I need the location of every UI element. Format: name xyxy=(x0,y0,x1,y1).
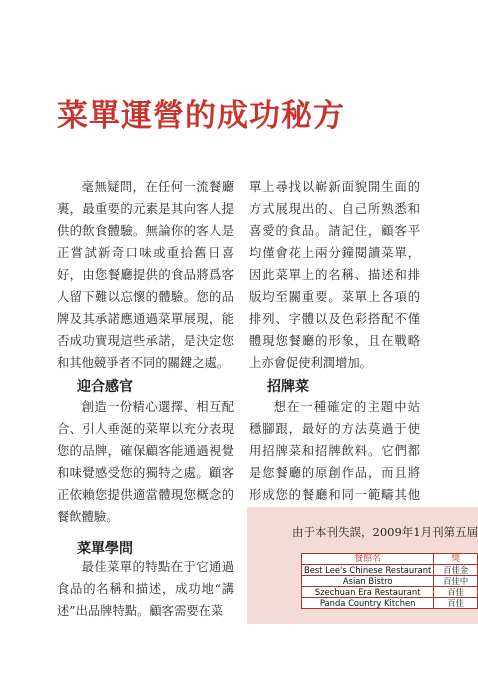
restaurant-name-cell: Panda Country Kitchen xyxy=(302,598,434,609)
article-title: 菜單運營的成功秘方 xyxy=(57,98,345,134)
intro-column-right xyxy=(249,176,420,374)
restaurant-name-cell: Szechuan Era Restaurant xyxy=(302,587,434,598)
award-cell: 百佳金 xyxy=(434,565,478,576)
table-header-row xyxy=(302,554,478,565)
award-cell: 百佳中 xyxy=(434,576,478,587)
section-paragraph: 創造一份精心選擇、相互配合、引人垂涎的菜單以充分表現您的品牌，確保顧客能通過視覺和味覺感受您的獨特之處。顧客正依賴您提供適當體現您概念的餐飲體驗。 xyxy=(57,400,234,524)
column-header-award: 獎 xyxy=(434,554,478,565)
table-row xyxy=(302,565,478,576)
table-row xyxy=(302,576,478,587)
section-paragraph: 想在一種確定的主題中站穩腳跟，最好的方法莫過于使用招牌菜和招牌飲料。它們都是您餐廳的原創作品，而且將形成您的餐廳和同一範疇其他 xyxy=(249,400,420,502)
section-paragraph: 最佳菜單的特點在于它通過食品的名稱和描述，成功地“講述”出品牌特點。顧客需要在菜 xyxy=(57,560,234,618)
section-heading-menu-study: 菜單學問 xyxy=(77,541,133,557)
intro-paragraph: 毫無疑問，在任何一流餐廳裏，最重要的元素是其向客人提供的飲食體驗。無論你的客人是正嘗試新奇口味或重拾舊日喜好，由您餐廳提供的食品將爲客人留下難以忘懷的體驗。您的品牌及其承諾應通過菜單展現，能否成功實現這些承諾，是決定您和其他競爭者不同的關鍵之處。 xyxy=(57,180,234,370)
section-body-menu-study xyxy=(57,556,234,622)
column-header-restaurant: 餐館名 xyxy=(302,554,434,565)
intro-continuation: 單上尋找以嶄新面貌開生面的方式展現出的、自己所熟悉和喜愛的食品。請記住，顧客平均僅會花上兩分鐘閱讀菜單，因此菜單上的名稱、描述和排版均至關重要。菜單上各項的排列、字體以及色彩搭配不僅體現您餐廳的形象，且在戰略上亦會促使利潤增加。 xyxy=(249,180,420,370)
section-body-senses xyxy=(57,396,234,528)
correction-notice-text: 由于本刊失誤，2009年1月刊第五屆 xyxy=(292,525,478,539)
correction-notice-box xyxy=(247,507,478,624)
award-cell: 百佳 xyxy=(434,598,478,609)
section-heading-senses: 迎合感官 xyxy=(77,379,133,395)
award-cell: 百佳 xyxy=(434,587,478,598)
table-row xyxy=(302,587,478,598)
restaurant-name-cell: Best Lee's Chinese Restaurant xyxy=(302,565,434,576)
intro-column-left xyxy=(57,176,234,374)
award-table xyxy=(301,553,478,609)
restaurant-name-cell: Asian Bistro xyxy=(302,576,434,587)
table-row xyxy=(302,598,478,609)
section-heading-signature: 招牌菜 xyxy=(267,379,309,395)
